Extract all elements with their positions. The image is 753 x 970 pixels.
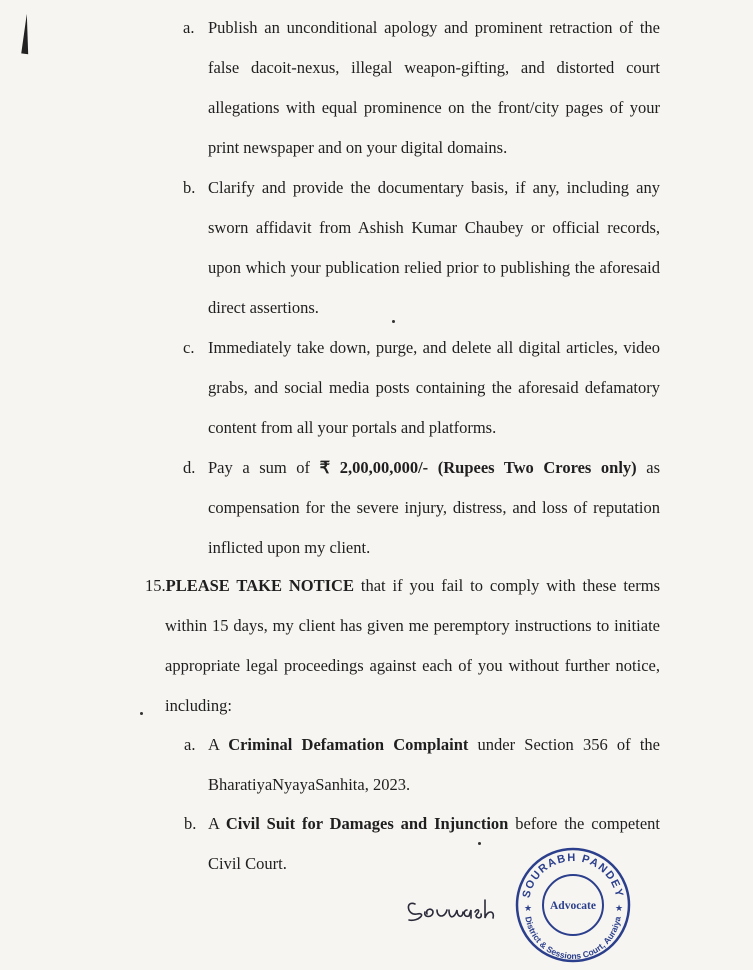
item-text-after: under Section 356 of the BharatiyaNyayaSanhita, 2023.	[208, 735, 660, 794]
proceeding-title: Civil Suit for Damages and Injunction	[225, 814, 509, 833]
handwritten-signature	[405, 896, 500, 931]
item-marker: b.	[184, 814, 197, 833]
demand-item-a	[184, 8, 660, 168]
advocate-seal	[513, 845, 633, 965]
item-text-before: A	[208, 735, 229, 754]
item-marker: d.	[183, 458, 196, 477]
paragraph-body: that if you fail to comply with these terms within 15 days, my client has given me peremptory instructions to initiate appropriate legal proceedings against each of you without further notice, including:	[165, 576, 660, 715]
ink-speck	[478, 842, 481, 845]
seal-star-left: ★	[524, 903, 533, 913]
compensation-amount: ₹ 2,00,00,000/- (Rupees Two Crores only)	[319, 458, 637, 477]
svg-text:District & Sessions Court, Aur	[523, 915, 622, 961]
seal-bottom-text: District & Sessions Court, Auraiya	[523, 915, 623, 962]
item-text: Clarify and provide the documentary basis, if any, including any sworn affidavit from Ashish Kumar Chaubey or official records, upon which your publication relied prior to publishing the aforesaid direct assertions.	[208, 178, 660, 317]
item-text: Immediately take down, purge, and delete all digital articles, video grabs, and social media posts containing the aforesaid defamatory content from all your portals and platforms.	[208, 338, 660, 437]
seal-star-right: ★	[615, 903, 624, 913]
demand-item-c	[184, 328, 660, 448]
item-marker: a.	[184, 735, 196, 754]
item-marker: c.	[183, 338, 195, 357]
item-marker: b.	[183, 178, 196, 197]
seal-center-text: Advocate	[550, 900, 596, 912]
item-text	[184, 448, 660, 568]
item-text-after: before the competent Civil Court.	[208, 814, 660, 873]
demand-item-d	[184, 448, 660, 568]
ink-speck	[392, 320, 395, 323]
item-text	[184, 725, 660, 805]
item-text: Publish an unconditional apology and prominent retraction of the false dacoit-nexus, illegal weapon-gifting, and distorted court allegations with equal prominence on the front/city pages of your print newspaper and on your digital domains.	[208, 18, 660, 157]
item-text-before: A	[208, 814, 226, 833]
paragraph-number: 15.	[145, 576, 166, 595]
item-text-before: Pay a sum of	[208, 458, 320, 477]
notice-heading: PLEASE TAKE NOTICE	[165, 576, 354, 595]
item-text-after: as compensation for the severe injury, distress, and loss of reputation inflicted upon my client.	[208, 458, 660, 557]
ink-speck	[140, 712, 143, 715]
seal-top-text: SOURABH PANDEY	[520, 851, 626, 900]
seal-graphic	[513, 845, 633, 965]
paragraph-text	[145, 566, 660, 726]
demand-item-b	[184, 168, 660, 328]
proceeding-item-a	[184, 725, 660, 805]
signature-scribble	[405, 896, 500, 926]
proceeding-title: Criminal Defamation Complaint	[228, 735, 469, 754]
paragraph-15	[145, 566, 660, 726]
item-marker: a.	[183, 18, 195, 37]
